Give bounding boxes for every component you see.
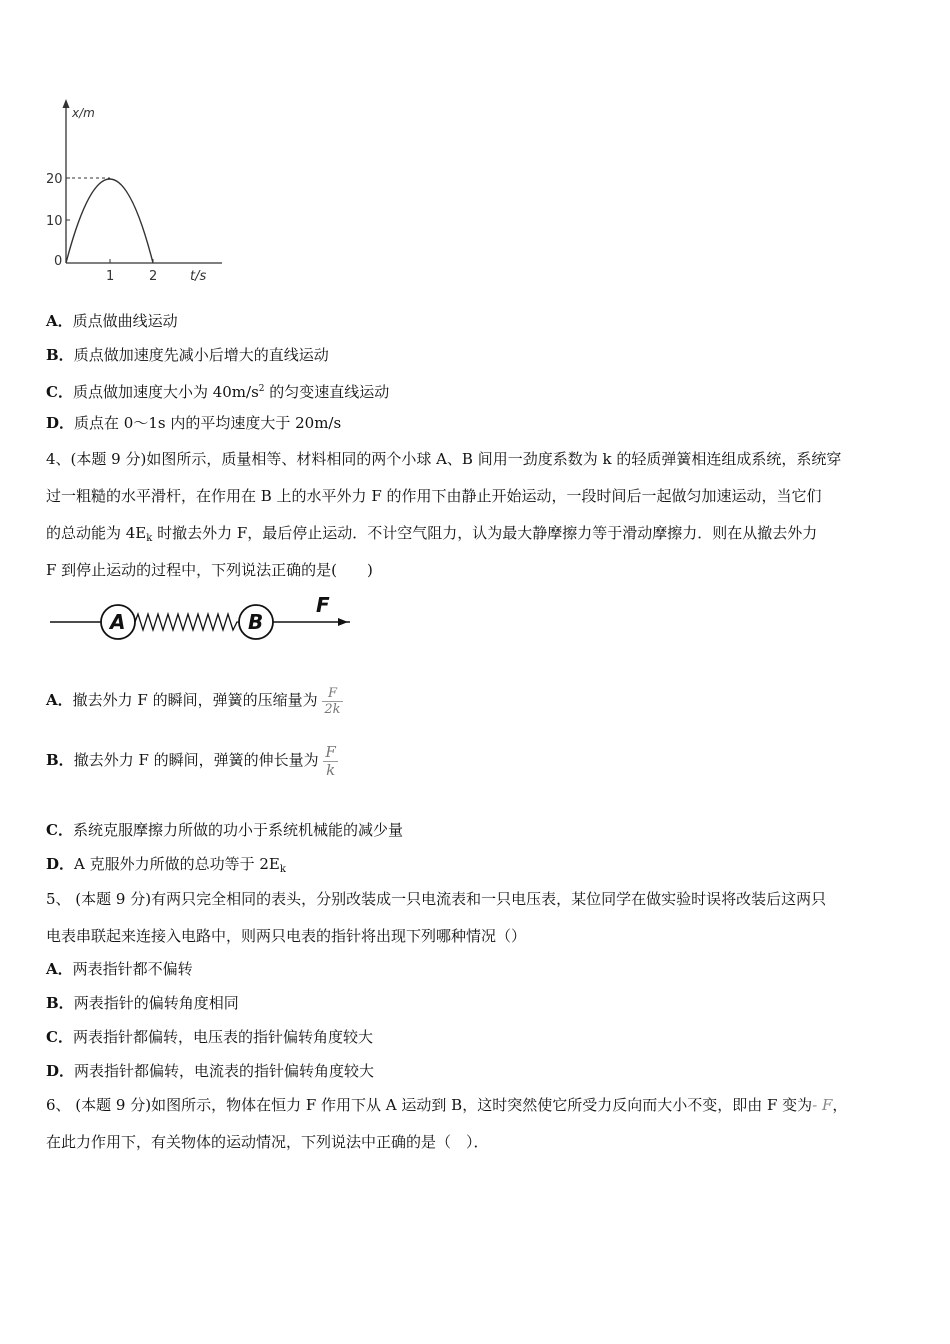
option-text: 系统克服摩擦力所做的功小于系统机械能的减少量	[72, 821, 403, 839]
option-letter: B．	[46, 346, 74, 364]
option-letter: D．	[46, 1062, 75, 1080]
option-letter: C．	[46, 1028, 73, 1046]
spring	[135, 614, 239, 630]
q5-stem-line-1: 5、 (本题 9 分)有两只完全相同的表头，分别改装成一只电流表和一只电压表，某位同学在做实验时误将改装后这两只	[46, 890, 827, 908]
q5-option-d[interactable]	[46, 1061, 374, 1081]
option-text: 撤去外力 F 的瞬间，弹簧的压缩量为	[72, 691, 318, 709]
y-tick-label-10: 10	[46, 214, 63, 229]
q5-stem-line-2: 电表串联起来连接入电路中，则两只电表的指针将出现下列哪种情况（）	[46, 927, 527, 945]
denominator: k	[326, 760, 336, 779]
q4-option-a[interactable]	[46, 680, 343, 720]
subscript: k	[146, 533, 153, 544]
stem-text: 6、 (本题 9 分)如图所示，物体在恒力 F 作用下从 A 运动到 B，这时突然使它所受力反向而大小不变，即由 F 变为	[46, 1096, 813, 1114]
x-tick-label-1: 1	[106, 269, 115, 284]
force-label: F	[316, 593, 330, 617]
option-text: 质点在 0～1s 内的平均速度大于 20m/s	[74, 414, 342, 432]
fraction-f-over-2k	[322, 686, 342, 717]
q4-stem-line-4: F 到停止运动的过程中，下列说法正确的是( )	[46, 561, 373, 579]
option-letter: B．	[46, 751, 74, 769]
option-letter: D．	[46, 855, 75, 873]
q3-option-c[interactable]	[46, 379, 389, 402]
numerator: F	[322, 686, 342, 702]
q5-option-a[interactable]	[46, 959, 193, 979]
q3-option-b[interactable]	[46, 345, 329, 365]
q3-option-d[interactable]	[46, 413, 341, 433]
option-letter: D．	[46, 414, 75, 432]
y-axis-label: x/m	[72, 106, 95, 120]
y-tick-label-20: 20	[46, 172, 63, 187]
negative-f: - F	[812, 1096, 833, 1114]
q5-option-b[interactable]	[46, 993, 239, 1013]
option-text-end: 的匀变速直线运动	[264, 383, 390, 401]
stem-text-end: 时撤去外力 F，最后停止运动．不计空气阻力，认为最大静摩擦力等于滑动摩擦力．则在从撤去外力	[152, 524, 818, 542]
numerator: F	[325, 742, 336, 761]
q3-option-a[interactable]	[46, 311, 178, 331]
option-text: A 克服外力所做的总功等于 2E	[74, 855, 280, 873]
q4-stem-line-2: 过一粗糙的水平滑杆，在作用在 B 上的水平外力 F 的作用下由静止开始运动，一段时间后一起做匀加速运动，当它们	[46, 487, 822, 505]
q4-stem-line-3	[46, 523, 817, 549]
spring-balls-figure	[48, 592, 358, 647]
position-time-graph	[40, 95, 230, 290]
option-text: 两表指针都偏转，电流表的指针偏转角度较大	[74, 1062, 375, 1080]
force-arrow-head	[338, 618, 348, 626]
option-text: 质点做曲线运动	[72, 312, 178, 330]
option-text: 质点做加速度先减小后增大的直线运动	[73, 346, 329, 364]
option-letter: A．	[46, 960, 73, 978]
stem-text-end: ，	[832, 1096, 848, 1114]
option-letter: C．	[46, 821, 73, 839]
q4-stem-line-1: 4、(本题 9 分)如图所示，质量相等、材料相同的两个小球 A、B 间用一劲度系数为 k 的轻质弹簧相连组成系统，系统穿	[46, 450, 842, 468]
option-text: 两表指针的偏转角度相同	[73, 994, 239, 1012]
q4-option-c[interactable]	[46, 820, 403, 840]
q6-stem-line-1	[46, 1095, 847, 1115]
parabola-curve	[66, 179, 153, 263]
y-axis-arrow	[63, 99, 70, 108]
q4-option-b[interactable]	[46, 739, 338, 781]
option-text: 撤去外力 F 的瞬间，弹簧的伸长量为	[73, 751, 319, 769]
fraction-f-over-k	[323, 744, 337, 779]
option-letter: A．	[46, 312, 73, 330]
option-letter: C．	[46, 383, 73, 401]
q6-stem-line-2: 在此力作用下，有关物体的运动情况，下列说法中正确的是（ ）．	[46, 1133, 489, 1151]
x-tick-label-2: 2	[149, 269, 158, 284]
option-text: 质点做加速度大小为 40m/s	[72, 383, 259, 401]
option-letter: A．	[46, 691, 73, 709]
option-text: 两表指针都不偏转	[72, 960, 193, 978]
q4-option-d[interactable]	[46, 854, 286, 880]
option-text: 两表指针都偏转，电压表的指针偏转角度较大	[72, 1028, 373, 1046]
x-axis-label: t/s	[190, 269, 207, 284]
ball-a-label: A	[110, 610, 126, 634]
q5-option-c[interactable]	[46, 1027, 373, 1047]
subscript: k	[279, 864, 286, 875]
option-letter: B．	[46, 994, 74, 1012]
ball-b-label: B	[248, 610, 264, 634]
stem-text: 的总动能为 4E	[46, 524, 147, 542]
superscript: 2	[258, 384, 265, 394]
denominator: 2k	[324, 701, 341, 717]
y-tick-label-0: 0	[54, 254, 63, 269]
